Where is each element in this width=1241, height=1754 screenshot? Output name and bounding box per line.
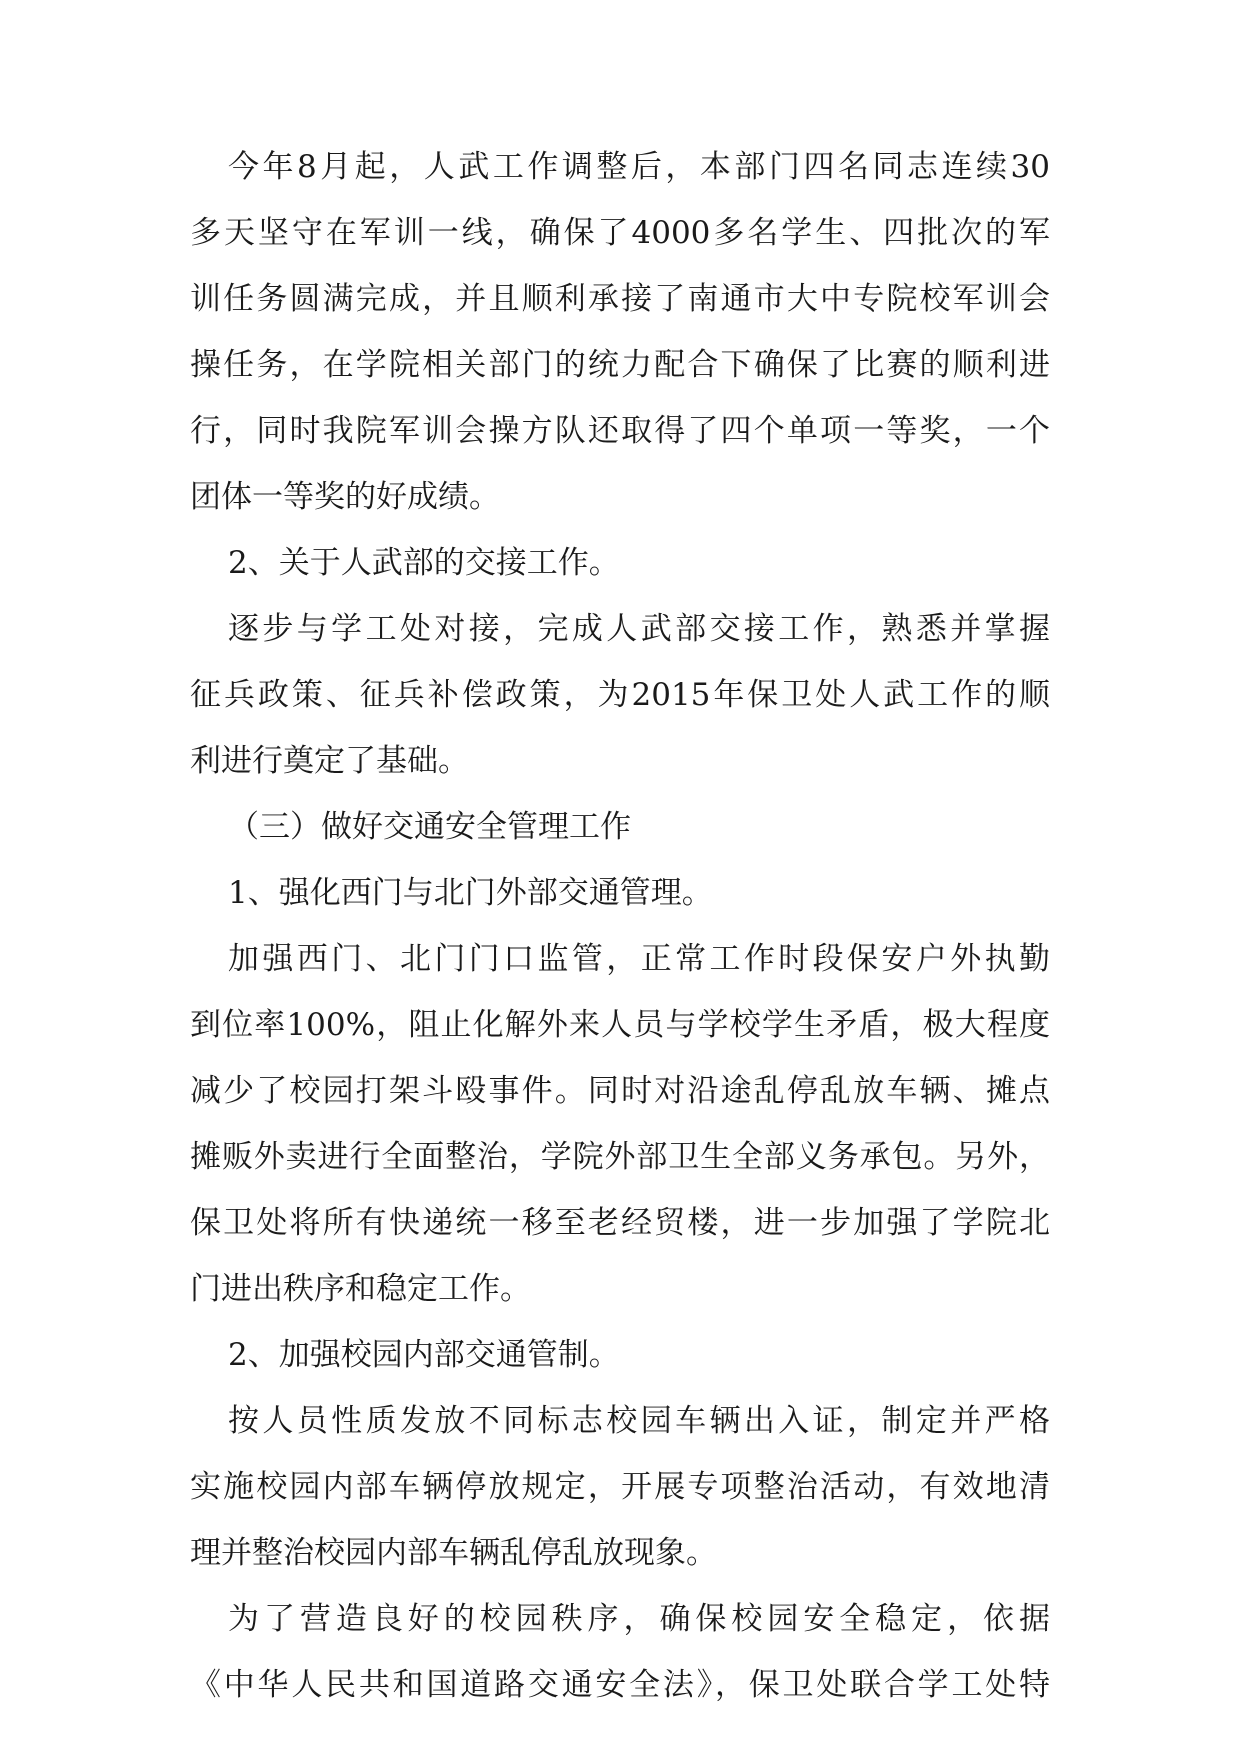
text-line: 理并整治校园内部车辆乱停乱放现象。 bbox=[190, 1535, 717, 1571]
text-line: 今年8月起，人武工作调整后，本部门四名同志连续30 bbox=[228, 149, 1050, 185]
text-line: 操任务，在学院相关部门的统力配合下确保了比赛的顺利进 bbox=[190, 347, 1050, 383]
text-line: 《中华人民共和国道路交通安全法》，保卫处联合学工处特 bbox=[190, 1667, 1050, 1703]
text-line: 门进出秩序和稳定工作。 bbox=[190, 1271, 531, 1307]
text-line: 利进行奠定了基础。 bbox=[190, 743, 469, 779]
text-line: 按人员性质发放不同标志校园车辆出入证，制定并严格 bbox=[228, 1403, 1050, 1439]
text-line: 摊贩外卖进行全面整治，学院外部卫生全部义务承包。另外， bbox=[190, 1139, 1050, 1175]
section-subheading: 1、强化西门与北门外部交通管理。 bbox=[228, 875, 713, 911]
section-heading: （三）做好交通安全管理工作 bbox=[228, 809, 631, 845]
text-line: 减少了校园打架斗殴事件。同时对沿途乱停乱放车辆、摊点 bbox=[190, 1073, 1050, 1109]
text-line: 训任务圆满完成，并且顺利承接了南通市大中专院校军训会 bbox=[190, 281, 1050, 317]
text-line: 加强西门、北门门口监管，正常工作时段保安户外执勤 bbox=[228, 941, 1050, 977]
text-line: 行，同时我院军训会操方队还取得了四个单项一等奖，一个 bbox=[190, 413, 1050, 449]
text-line: 实施校园内部车辆停放规定，开展专项整治活动，有效地清 bbox=[190, 1469, 1050, 1505]
section-subheading: 2、关于人武部的交接工作。 bbox=[228, 545, 620, 581]
text-line: 为了营造良好的校园秩序，确保校园安全稳定，依据 bbox=[228, 1601, 1050, 1637]
text-line: 多天坚守在军训一线，确保了4000多名学生、四批次的军 bbox=[190, 215, 1050, 251]
text-line: 团体一等奖的好成绩。 bbox=[190, 479, 500, 515]
text-line: 保卫处将所有快递统一移至老经贸楼，进一步加强了学院北 bbox=[190, 1205, 1050, 1241]
text-line: 逐步与学工处对接，完成人武部交接工作，熟悉并掌握 bbox=[228, 611, 1050, 647]
text-line: 到位率100%，阻止化解外来人员与学校学生矛盾，极大程度 bbox=[190, 1007, 1050, 1043]
section-subheading: 2、加强校园内部交通管制。 bbox=[228, 1337, 620, 1373]
text-line: 征兵政策、征兵补偿政策，为2015年保卫处人武工作的顺 bbox=[190, 677, 1050, 713]
